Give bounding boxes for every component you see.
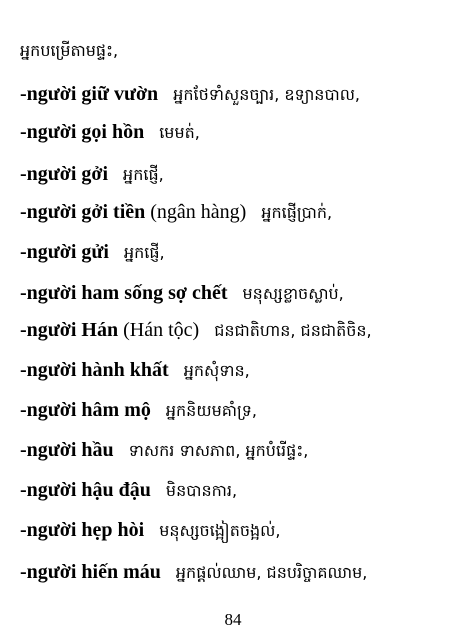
entry-headword: -người gởi: [20, 163, 109, 185]
entry-line: [20, 559, 458, 586]
entry-khmer: ទាសករ ទាសភាព, អ្នកបំរើផ្ទះ,: [128, 441, 309, 460]
entry-note: (Hán tộc): [123, 319, 200, 341]
entry-khmer: អ្នកថែទាំសួនច្បារ, ឧទ្យានបាល,: [173, 85, 361, 104]
entry-line: [20, 81, 458, 108]
entry-line: [20, 280, 458, 307]
page-number: 84: [224, 610, 242, 629]
entry-khmer: មនុស្សខ្លាចស្លាប់,: [242, 284, 344, 303]
entry-headword: -người ham sống sợ chết: [20, 282, 228, 304]
entry-note: (ngân hàng): [150, 201, 247, 223]
entry-headword: -người giữ vườn: [20, 83, 159, 105]
entry-khmer: អ្នកផ្ញើ,: [123, 165, 164, 184]
entry-line: [20, 239, 458, 266]
intro-line: អ្នកបម្រើតាមផ្ទះ,: [20, 41, 119, 60]
entry-khmer: មិនបានការ,: [165, 481, 238, 500]
entry-headword: -người hành khất: [20, 359, 169, 381]
entry-line: [20, 199, 458, 226]
entry-line: [20, 161, 458, 188]
entry-line: [20, 357, 458, 384]
entry-headword: -người gởi tiền: [20, 201, 146, 223]
entry-khmer: ជនជាតិហាន, ជនជាតិចិន,: [214, 321, 372, 340]
entry-headword: -người hâm mộ: [20, 399, 151, 421]
entry-headword: -người hiến máu: [20, 561, 161, 583]
entry-headword: -người Hán: [20, 319, 119, 341]
entry-khmer: អ្នកផ្តល់ឈាម, ជនបរិច្ចាគឈាម,: [175, 563, 368, 582]
entry-line: [20, 397, 458, 424]
entry-khmer: មនុស្សចង្អៀតចង្អល់,: [159, 521, 281, 540]
entry-headword: -người gọi hồn: [20, 121, 145, 143]
entry-headword: -người hậu đậu: [20, 479, 151, 501]
entry-khmer: អ្នកផ្ញើប្រាក់,: [261, 203, 333, 222]
entry-headword: -người hẹp hòi: [20, 519, 145, 541]
entry-line: [20, 477, 458, 504]
entry-khmer: អ្នកផ្ញើ,: [123, 243, 165, 262]
entry-line: [20, 437, 458, 464]
entry-headword: -người gửi: [20, 241, 109, 263]
entry-khmer: មេមត់,: [159, 123, 200, 142]
entry-khmer: អ្នកនិយមគាំទ្រ,: [165, 401, 257, 420]
entry-line: [20, 317, 458, 344]
entry-line: [20, 517, 458, 544]
entry-line: [20, 119, 458, 146]
entry-headword: -người hầu: [20, 439, 114, 461]
entry-khmer: អ្នកសុំទាន,: [183, 361, 250, 380]
